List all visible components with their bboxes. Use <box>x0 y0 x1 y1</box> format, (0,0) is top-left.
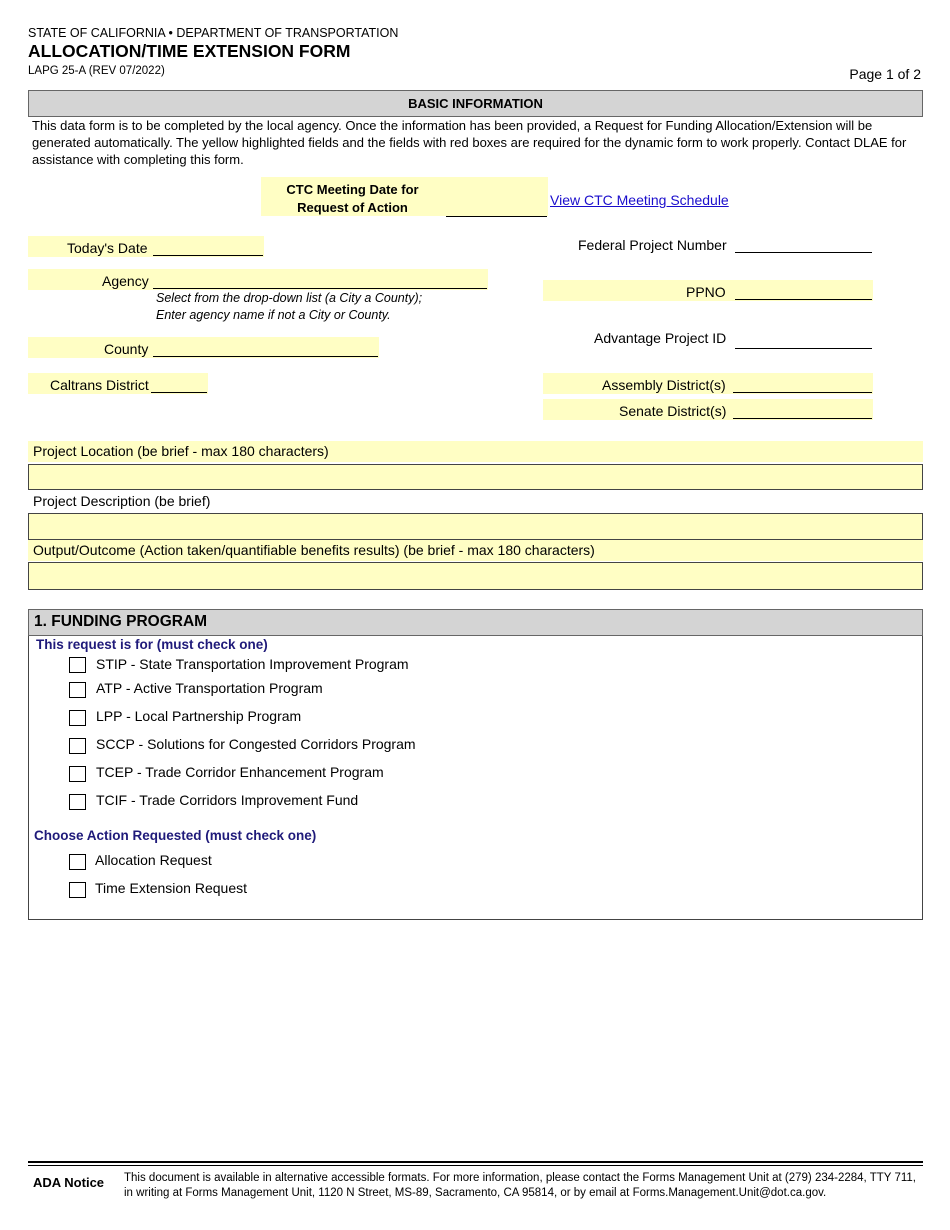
label-tcep: TCEP - Trade Corridor Enhancement Program <box>96 764 384 780</box>
intro-text: This data form is to be completed by the local agency. Once the information has been provided, a Request for Funding Allocation/Extension will be generated automatically. The yellow highlighted fields and the fields with red boxes are required for the dynamic form to work properly. Contact DLAE for assistance with completing this form. <box>32 118 907 167</box>
project-location-field[interactable] <box>28 464 923 490</box>
ada-notice-label: ADA Notice <box>33 1175 105 1190</box>
ppno-label: PPNO <box>686 284 726 300</box>
output-outcome-field[interactable] <box>28 562 923 590</box>
advantage-project-id-field[interactable] <box>735 331 872 349</box>
agency-label: Agency <box>102 273 149 289</box>
funding-program-heading: 1. FUNDING PROGRAM <box>28 609 923 636</box>
checkbox-allocation-request[interactable] <box>69 854 86 870</box>
label-lpp: LPP - Local Partnership Program <box>96 708 302 724</box>
label-time-extension-request: Time Extension Request <box>95 880 247 896</box>
federal-project-number-field[interactable] <box>735 235 872 253</box>
checkbox-tcif[interactable] <box>69 794 86 810</box>
checkbox-time-extension-request[interactable] <box>69 882 86 898</box>
project-description-label: Project Description (be brief) <box>33 493 211 509</box>
footer-divider-thin <box>28 1165 923 1166</box>
ppno-field[interactable] <box>735 282 872 300</box>
label-stip: STIP - State Transportation Improvement Program <box>96 656 409 672</box>
federal-project-number-label: Federal Project Number <box>578 237 727 253</box>
senate-district-label: Senate District(s) <box>619 403 727 419</box>
caltrans-district-label: Caltrans District <box>50 377 149 393</box>
agency-hint-line-2: Enter agency name if not a City or County. <box>156 308 391 322</box>
footer-divider <box>28 1161 923 1163</box>
agency-hint <box>156 290 422 324</box>
agency-field[interactable] <box>153 271 487 289</box>
advantage-project-id-label: Advantage Project ID <box>594 330 727 346</box>
checkbox-sccp[interactable] <box>69 738 86 754</box>
senate-district-field[interactable] <box>733 401 872 419</box>
ctc-meeting-date-field[interactable] <box>446 199 547 217</box>
caltrans-district-field[interactable] <box>151 375 207 393</box>
county-label: County <box>104 341 149 357</box>
checkbox-lpp[interactable] <box>69 710 86 726</box>
output-outcome-label: Output/Outcome (Action taken/quantifiable benefits results) (be brief - max 180 characters) <box>28 540 923 561</box>
label-atp: ATP - Active Transportation Program <box>96 680 323 696</box>
ctc-schedule-link[interactable]: View CTC Meeting Schedule <box>550 192 729 208</box>
label-sccp: SCCP - Solutions for Congested Corridors Program <box>96 736 416 752</box>
label-allocation-request: Allocation Request <box>95 852 212 868</box>
basic-information-heading: BASIC INFORMATION <box>28 90 923 117</box>
form-title: ALLOCATION/TIME EXTENSION FORM <box>28 41 351 61</box>
label-tcif: TCIF - Trade Corridors Improvement Fund <box>96 792 359 808</box>
form-number: LAPG 25-A (REV 07/2022) <box>28 65 165 77</box>
assembly-district-field[interactable] <box>733 375 872 393</box>
project-description-field[interactable] <box>28 513 923 540</box>
ada-notice-text: This document is available in alternative accessible formats. For more information, please contact the Forms Management Unit at (279) 234-2284, TTY 711, in writing at Forms Management Unit, 1120 N Street, MS-89, Sacramento, CA 95814, or by email at Forms.Management.Unit@dot.ca.gov. <box>124 1172 916 1199</box>
todays-date-field[interactable] <box>153 238 263 256</box>
checkbox-atp[interactable] <box>69 682 86 698</box>
agency-hint-line-1: Select from the drop-down list (a City a County); <box>156 291 423 305</box>
checkbox-tcep[interactable] <box>69 766 86 782</box>
page-number: Page 1 of 2 <box>849 66 921 82</box>
ctc-meeting-date-label: CTC Meeting Date for Request of Action <box>286 182 419 215</box>
county-field[interactable] <box>153 339 378 357</box>
project-location-label: Project Location (be brief - max 180 characters) <box>28 441 923 462</box>
checkbox-stip[interactable] <box>69 657 86 673</box>
todays-date-label: Today's Date <box>67 240 148 256</box>
action-requested-heading: Choose Action Requested (must check one) <box>34 828 317 843</box>
assembly-district-label: Assembly District(s) <box>602 377 726 393</box>
request-for-heading: This request is for (must check one) <box>36 637 268 652</box>
agency-line: STATE OF CALIFORNIA • DEPARTMENT OF TRANSPORTATION <box>28 26 399 40</box>
